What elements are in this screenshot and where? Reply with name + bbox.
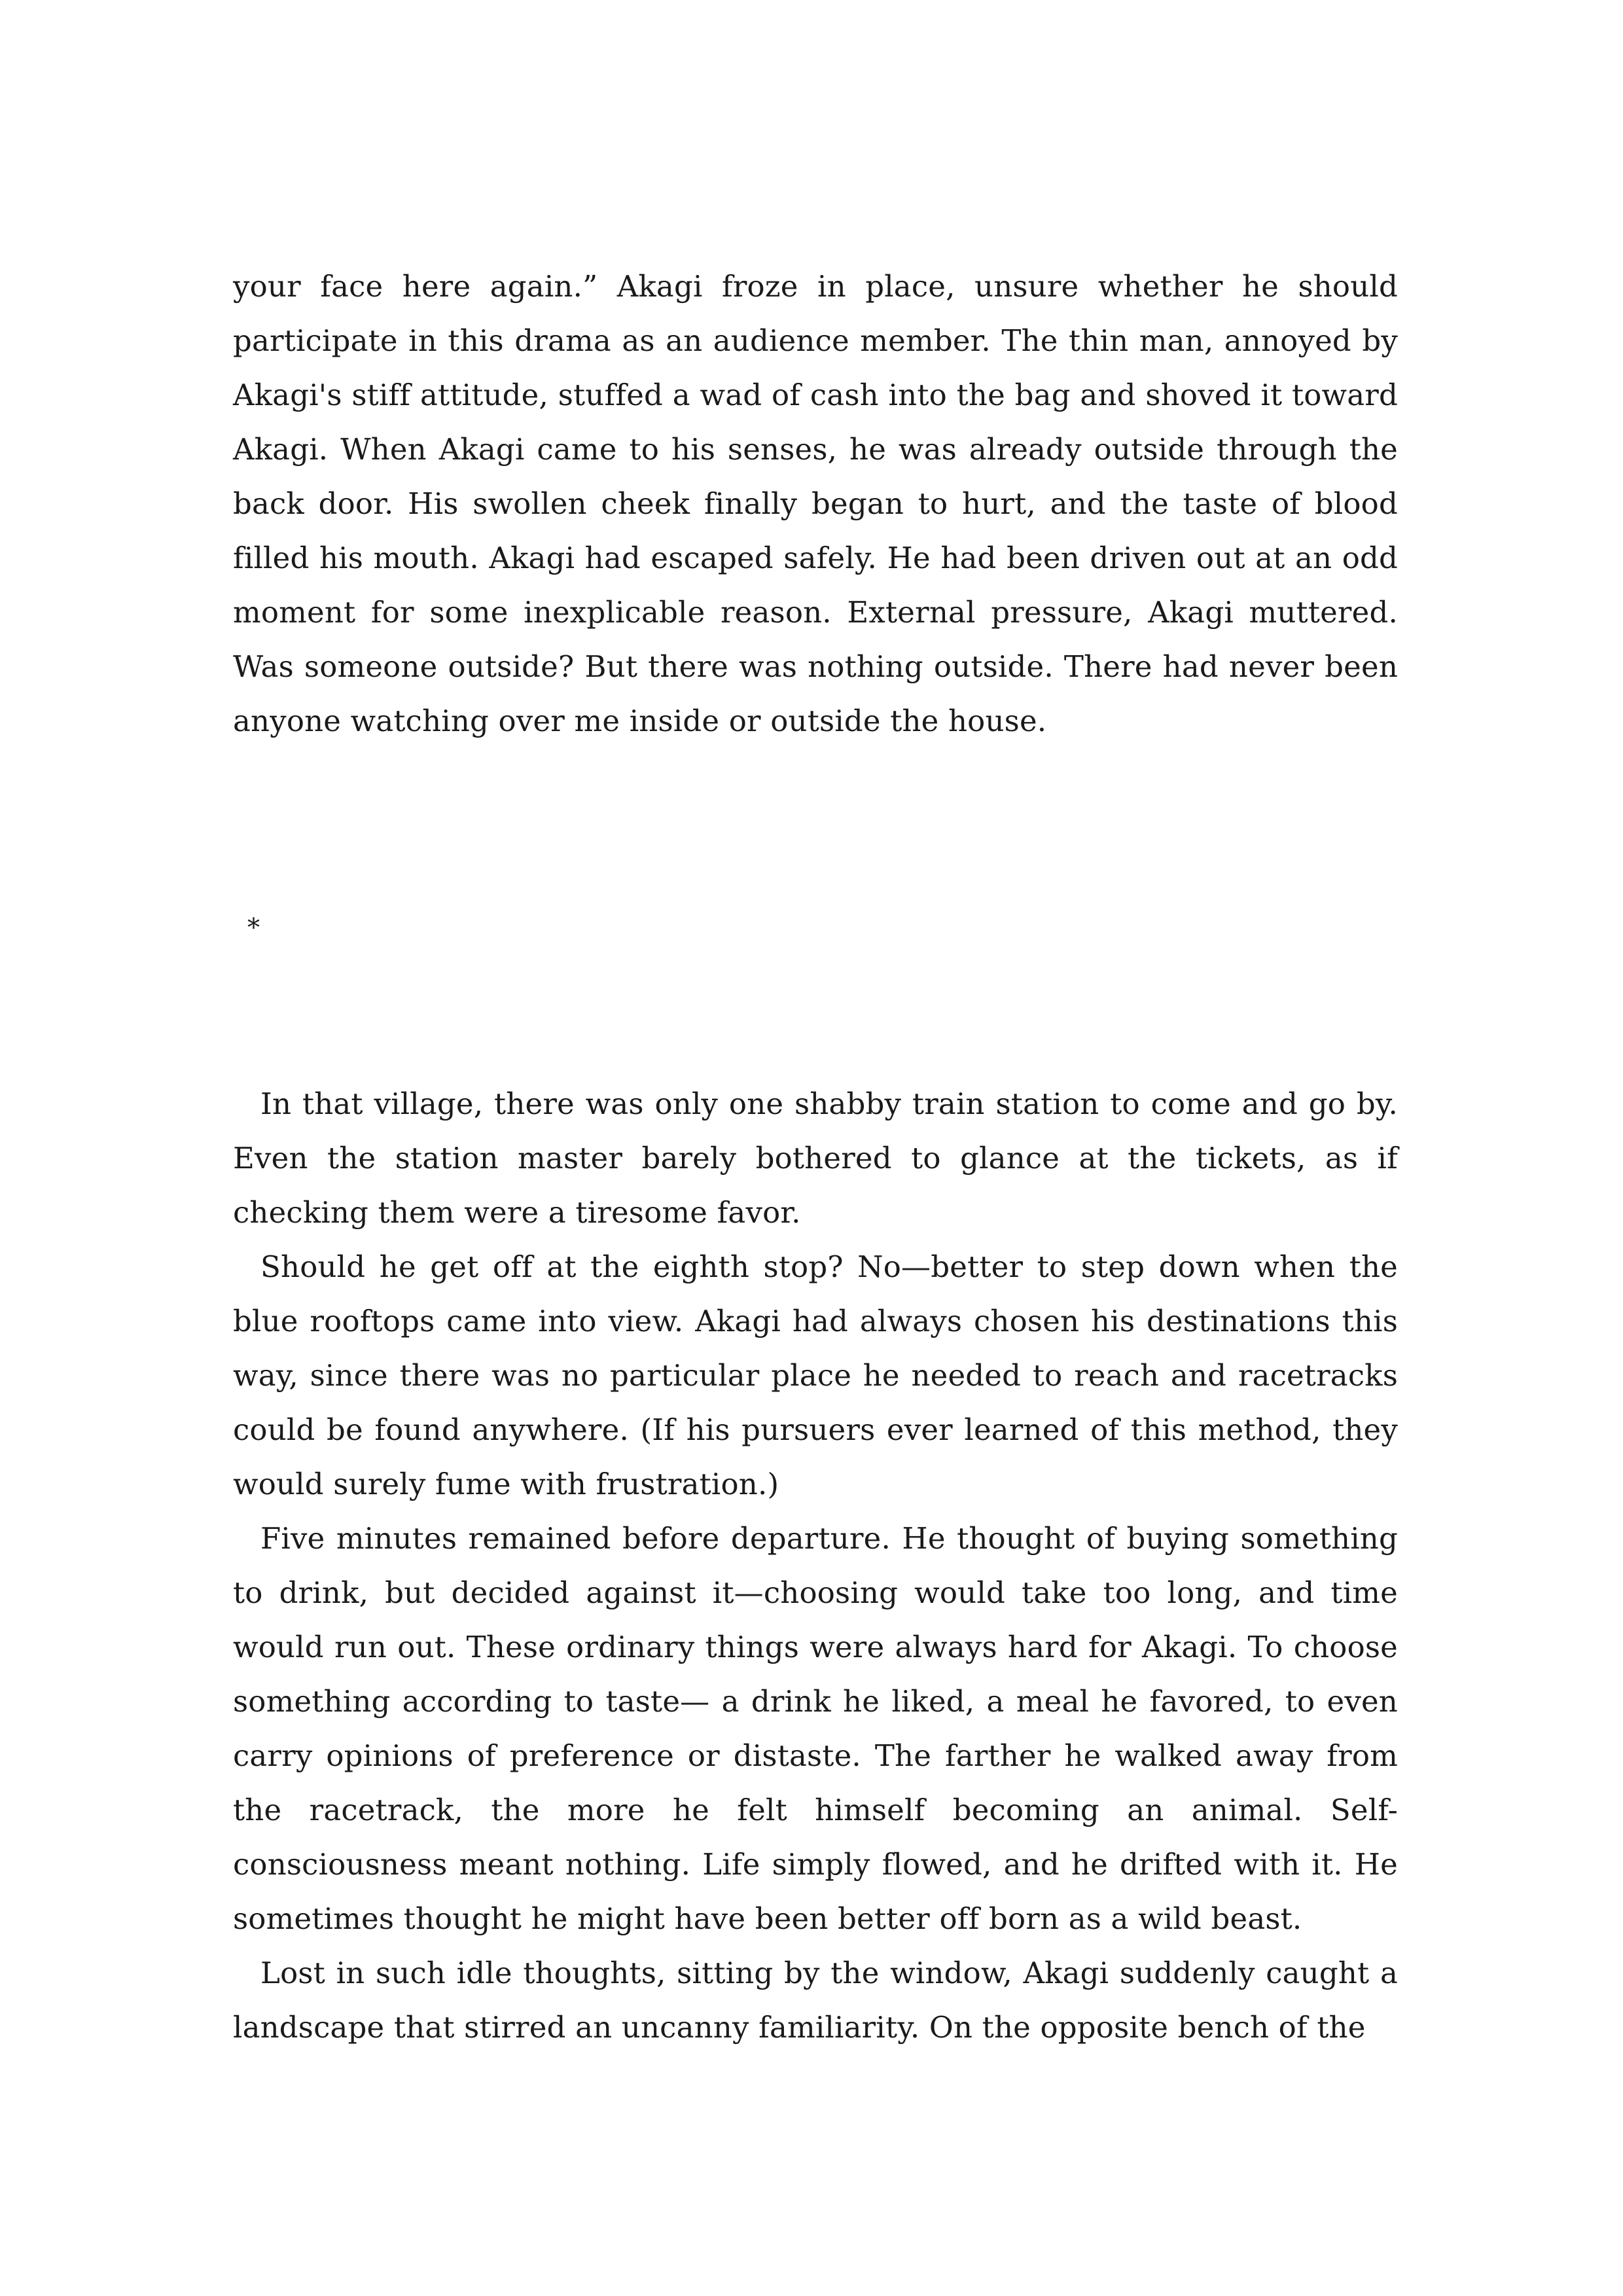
paragraph: Lost in such idle thoughts, sitting by the window, Akagi suddenly caught a landscape that stirred an uncanny familiarity. On the opposite bench of the	[233, 1956, 1398, 2045]
paragraph: Should he get off at the eighth stop? No—better to step down when the blue rooftops came into view. Akagi had always chosen his destinations this way, since there was no particular place he needed to reach and racetracks could be found anywhere. (If his pursuers ever learned of this method, they would surely fume with frustration.)	[233, 1249, 1398, 1501]
section-break: *	[247, 913, 260, 942]
continuation-text	[233, 259, 1398, 748]
paragraph-continuation: your face here again.” Akagi froze in place, unsure whether he should participate in this drama as an audience member. The thin man, annoyed by Akagi's stiff attitude, stuffed a wad of cash into the bag and shoved it toward Akagi. When Akagi came to his senses, he was already outside through the back door. His swollen cheek finally began to hurt, and the taste of blood filled his mouth. Akagi had escaped safely. He had been driven out at an odd moment for some inexplicable reason. External pressure, Akagi muttered. Was someone outside? But there was nothing outside. There had never been anyone watching over me inside or outside the house.	[233, 269, 1398, 738]
paragraph: Five minutes remained before departure. He thought of buying something to drink, but decided against it—choosing would take too long, and time would run out. These ordinary things were always hard for Akagi. To choose something according to taste— a drink he liked, a meal he favored, to even carry opinions of preference or distaste. The farther he walked away from the racetrack, the more he felt himself becoming an animal. Self-consciousness meant nothing. Life simply flowed, and he drifted with it. He sometimes thought he might have been better off born as a wild beast.	[233, 1521, 1398, 1936]
paragraph: In that village, there was only one shabby train station to come and go by. Even the station master barely bothered to glance at the tickets, as if checking them were a tiresome favor.	[233, 1086, 1398, 1230]
body-text	[233, 1077, 1398, 2054]
